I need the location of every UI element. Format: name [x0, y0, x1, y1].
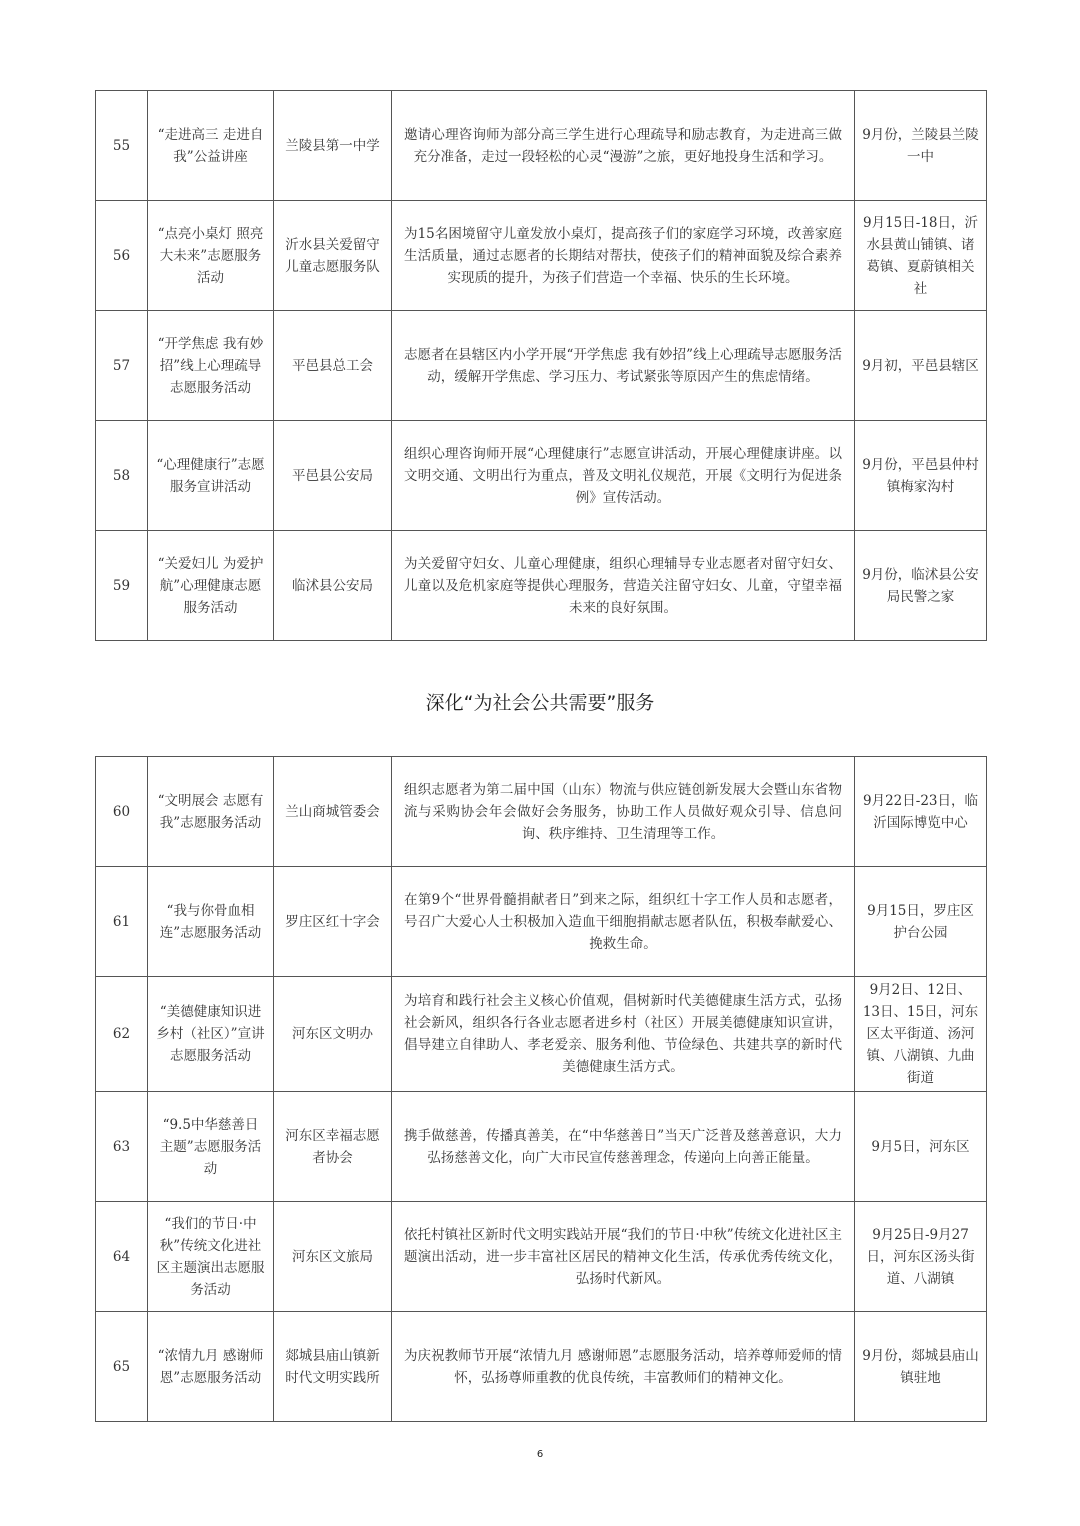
activity-name: “我与你骨血相连”志愿服务活动 [148, 867, 274, 977]
organizer: 兰陵县第一中学 [274, 91, 392, 201]
activity-table-2 [95, 756, 987, 1422]
time-place: 9月初，平邑县辖区 [855, 311, 987, 421]
activity-name: “我们的节日·中秋”传统文化进社区主题演出志愿服务活动 [148, 1202, 274, 1312]
organizer: 河东区文明办 [274, 977, 392, 1092]
activity-description: 组织心理咨询师开展“心理健康行”志愿宣讲活动，开展心理健康讲座。以文明交通、文明出行为重点，普及文明礼仪规范，开展《文明行为促进条例》宣传活动。 [392, 421, 855, 531]
activity-name: “点亮小桌灯 照亮大未来”志愿服务活动 [148, 201, 274, 311]
page-number: 6 [536, 1449, 544, 1460]
row-number: 57 [96, 311, 148, 421]
table-row [96, 977, 987, 1092]
activity-name: “文明展会 志愿有我”志愿服务活动 [148, 757, 274, 867]
organizer: 郯城县庙山镇新时代文明实践所 [274, 1312, 392, 1422]
activity-description: 邀请心理咨询师为部分高三学生进行心理疏导和励志教育，为走进高三做充分准备，走过一段轻松的心灵“漫游”之旅，更好地投身生活和学习。 [392, 91, 855, 201]
activity-name: “关爱妇儿 为爱护航”心理健康志愿服务活动 [148, 531, 274, 641]
organizer: 兰山商城管委会 [274, 757, 392, 867]
row-number: 64 [96, 1202, 148, 1312]
organizer: 罗庄区红十字会 [274, 867, 392, 977]
row-number: 60 [96, 757, 148, 867]
activity-description: 为15名困境留守儿童发放小桌灯，提高孩子们的家庭学习环境，改善家庭生活质量，通过志愿者的长期结对帮扶，使孩子们的精神面貌及综合素养实现质的提升，为孩子们营造一个幸福、快乐的生长环境。 [392, 201, 855, 311]
table-row [96, 531, 987, 641]
time-place: 9月份，临沭县公安局民警之家 [855, 531, 987, 641]
row-number: 55 [96, 91, 148, 201]
row-number: 65 [96, 1312, 148, 1422]
activity-description: 志愿者在县辖区内小学开展“开学焦虑 我有妙招”线上心理疏导志愿服务活动，缓解开学焦虑、学习压力、考试紧张等原因产生的焦虑情绪。 [392, 311, 855, 421]
activity-name: “美德健康知识进乡村（社区）”宣讲志愿服务活动 [148, 977, 274, 1092]
row-number: 58 [96, 421, 148, 531]
activity-description: 携手做慈善，传播真善美，在“中华慈善日”当天广泛普及慈善意识，大力弘扬慈善文化，向广大市民宣传慈善理念，传递向上向善正能量。 [392, 1092, 855, 1202]
section-title: 深化“为社会公共需要”服务 [425, 692, 655, 714]
activity-description: 为庆祝教师节开展“浓情九月 感谢师恩”志愿服务活动，培养尊师爱师的情怀，弘扬尊师重教的优良传统，丰富教师们的精神文化。 [392, 1312, 855, 1422]
time-place: 9月2日、12日、13日、15日，河东区太平街道、汤河镇、八湖镇、九曲街道 [855, 977, 987, 1092]
row-number: 56 [96, 201, 148, 311]
organizer: 河东区文旅局 [274, 1202, 392, 1312]
table-row [96, 421, 987, 531]
table-row [96, 201, 987, 311]
activity-name: “开学焦虑 我有妙招”线上心理疏导志愿服务活动 [148, 311, 274, 421]
activity-name: “心理健康行”志愿服务宣讲活动 [148, 421, 274, 531]
table-row [96, 91, 987, 201]
time-place: 9月5日，河东区 [855, 1092, 987, 1202]
organizer: 平邑县公安局 [274, 421, 392, 531]
activity-description: 依托村镇社区新时代文明实践站开展“我们的节日·中秋”传统文化进社区主题演出活动，进一步丰富社区居民的精神文化生活，传承优秀传统文化，弘扬时代新风。 [392, 1202, 855, 1312]
time-place: 9月份，兰陵县兰陵一中 [855, 91, 987, 201]
row-number: 61 [96, 867, 148, 977]
table-row [96, 1092, 987, 1202]
activity-table-1 [95, 90, 987, 641]
time-place: 9月15日，罗庄区护台公园 [855, 867, 987, 977]
organizer: 平邑县总工会 [274, 311, 392, 421]
row-number: 62 [96, 977, 148, 1092]
activity-name: “9.5中华慈善日主题”志愿服务活动 [148, 1092, 274, 1202]
activity-description: 在第9个“世界骨髓捐献者日”到来之际，组织红十字工作人员和志愿者，号召广大爱心人士积极加入造血干细胞捐献志愿者队伍，积极奉献爱心、挽救生命。 [392, 867, 855, 977]
table-row [96, 1312, 987, 1422]
organizer: 临沭县公安局 [274, 531, 392, 641]
table-row [96, 1202, 987, 1312]
activity-description: 组织志愿者为第二届中国（山东）物流与供应链创新发展大会暨山东省物流与采购协会年会做好会务服务，协助工作人员做好观众引导、信息问询、秩序维持、卫生清理等工作。 [392, 757, 855, 867]
time-place: 9月25日-9月27日，河东区汤头街道、八湖镇 [855, 1202, 987, 1312]
activity-description: 为关爱留守妇女、儿童心理健康，组织心理辅导专业志愿者对留守妇女、儿童以及危机家庭等提供心理服务，营造关注留守妇女、儿童，守望幸福未来的良好氛围。 [392, 531, 855, 641]
time-place: 9月22日-23日，临沂国际博览中心 [855, 757, 987, 867]
time-place: 9月15日-18日，沂水县黄山铺镇、诸葛镇、夏蔚镇相关社 [855, 201, 987, 311]
row-number: 59 [96, 531, 148, 641]
activity-description: 为培育和践行社会主义核心价值观，倡树新时代美德健康生活方式，弘扬社会新风，组织各行各业志愿者进乡村（社区）开展美德健康知识宣讲，倡导建立自律助人、孝老爱亲、服务利他、节俭绿色、共建共享的新时代美德健康生活方式。 [392, 977, 855, 1092]
activity-name: “走进高三 走进自我”公益讲座 [148, 91, 274, 201]
organizer: 沂水县关爱留守儿童志愿服务队 [274, 201, 392, 311]
time-place: 9月份，郯城县庙山镇驻地 [855, 1312, 987, 1422]
table-row [96, 867, 987, 977]
table-row [96, 311, 987, 421]
time-place: 9月份，平邑县仲村镇梅家沟村 [855, 421, 987, 531]
activity-name: “浓情九月 感谢师恩”志愿服务活动 [148, 1312, 274, 1422]
row-number: 63 [96, 1092, 148, 1202]
table-row [96, 757, 987, 867]
organizer: 河东区幸福志愿者协会 [274, 1092, 392, 1202]
